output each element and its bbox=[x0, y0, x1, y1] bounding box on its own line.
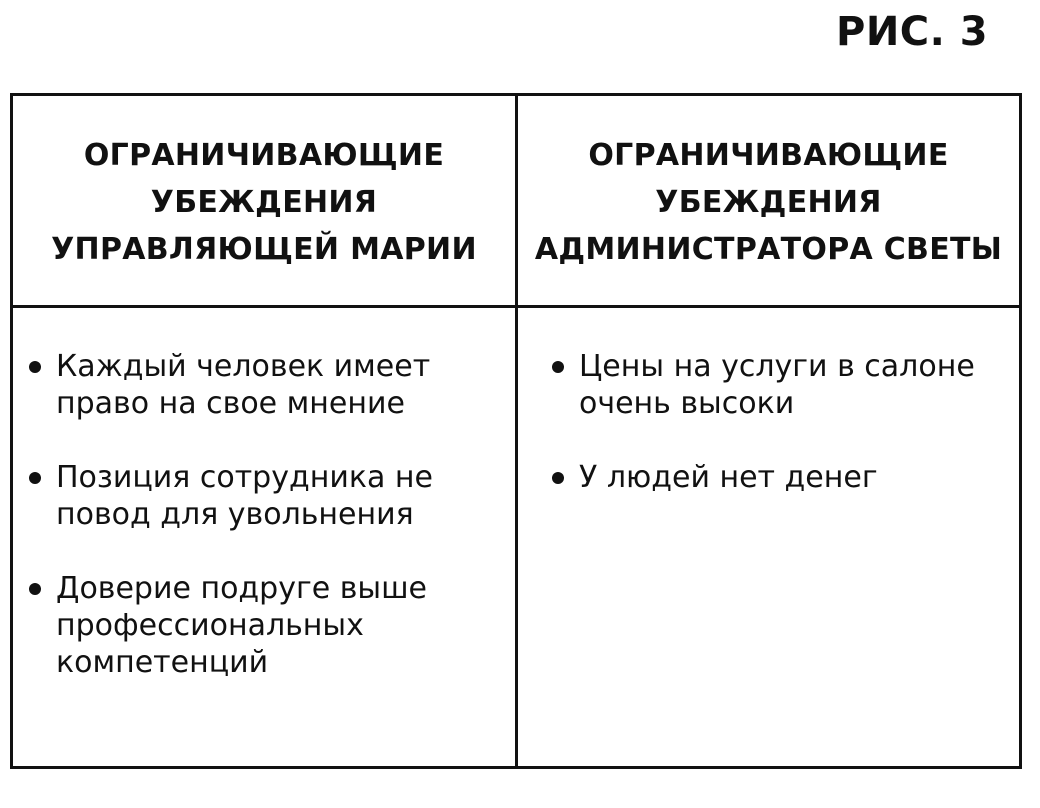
bullet-dot-icon bbox=[552, 361, 564, 373]
list-item bbox=[27, 570, 507, 681]
item-line: компетенций bbox=[56, 645, 269, 680]
list-item bbox=[550, 348, 1010, 422]
item-line: Каждый человек имеет bbox=[56, 349, 431, 384]
beliefs-list-sveta bbox=[550, 348, 1010, 533]
item-line: У людей нет денег bbox=[579, 460, 878, 495]
bullet-dot-icon bbox=[29, 472, 41, 484]
header-line: УБЕЖДЕНИЯ bbox=[655, 185, 882, 220]
header-line: ОГРАНИЧИВАЮЩИЕ bbox=[83, 138, 445, 173]
header-title-sveta bbox=[535, 132, 1002, 273]
header-line: УБЕЖДЕНИЯ bbox=[150, 185, 378, 220]
bullet-dot-icon bbox=[29, 361, 41, 373]
bullet-dot-icon bbox=[552, 472, 564, 484]
item-line: право на свое мнение bbox=[56, 386, 405, 421]
figure-label: РИС. 3 bbox=[836, 9, 989, 55]
beliefs-table bbox=[10, 93, 1022, 769]
item-line: повод для увольнения bbox=[56, 497, 414, 532]
header-divider bbox=[13, 305, 1019, 308]
list-item bbox=[27, 459, 507, 533]
item-line: Доверие подруге выше bbox=[56, 571, 428, 606]
list-item bbox=[27, 348, 507, 422]
beliefs-list-maria bbox=[27, 348, 507, 718]
header-line: АДМИНИСТРАТОРА СВЕТЫ bbox=[534, 232, 1003, 267]
item-line: профессиональных bbox=[56, 608, 364, 643]
list-item bbox=[550, 459, 1010, 496]
bullet-dot-icon bbox=[29, 583, 41, 595]
header-line: ОГРАНИЧИВАЮЩИЕ bbox=[588, 138, 949, 173]
header-line: УПРАВЛЯЮЩЕЙ МАРИИ bbox=[51, 232, 477, 267]
item-line: Позиция сотрудника не bbox=[56, 460, 433, 495]
item-line: Цены на услуги в салоне bbox=[579, 349, 975, 384]
item-line: очень высоки bbox=[579, 386, 795, 421]
header-cell-maria bbox=[13, 96, 515, 305]
header-cell-sveta bbox=[518, 96, 1019, 305]
header-title-maria bbox=[51, 132, 477, 273]
